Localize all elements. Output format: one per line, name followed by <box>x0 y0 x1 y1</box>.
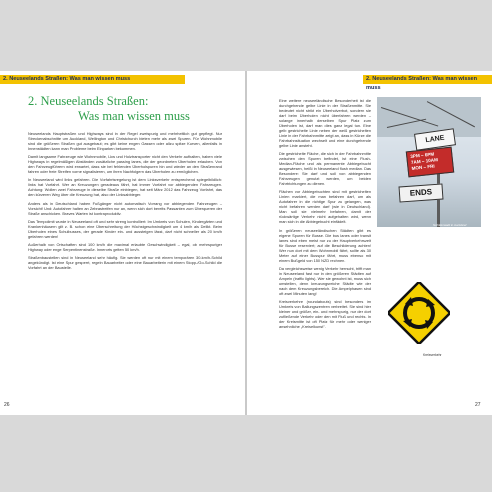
paragraph: Das Tempolimit wurde in Neuseeland oft und sehr streng kontrolliert: Im Umkreis von Schulen, Kindergärten und Krankenhäusern gilt z. B. schon eine Überschreitung der Höchstgeschwindigkeit um 4 km/h als Delikt. Beim Überholen eines Schulbusses, der gerade Kinder ein- und aussteigen lässt, darf nicht schneller als 20 km/h gefahren werden! <box>28 218 222 239</box>
running-header: 2. Neuseelands Straßen: Was man wissen muss <box>0 75 185 84</box>
left-page <box>0 71 245 415</box>
page-number: 26 <box>4 402 10 408</box>
lane-sign: LANE <box>414 128 456 150</box>
ends-sign: ENDS <box>398 183 443 202</box>
chapter-title-line-1: 2. Neuseelands Straßen: <box>28 94 149 108</box>
paragraph: Straßenbaustellen sind in Neuseeland sehr häufig. Sie werden oft nur mit einem temporären 30-km/h-Schild angekündigt. Ist eine Spur gesperrt, regeln Bauarbeiter oder eine Bauarbeiterin mit einem Stopp-/Go-Schild die Vorfahrt an der Baustelle. <box>28 255 222 271</box>
paragraph: In größeren neuseeländischen Städten gibt es eigene Spuren für Busse. Die bus lanes oder transit lanes sind eben meist nur zu der Hauptverkehrszeit für Busse reserviert; auf die Beschilderung achten! Wer nun dort mit dem Wohnmobil fährt, sollte als 30 Meter auf einer Busspur fährt, muss ebenso mit einem Bußgeld von 150 NZD rechnen. <box>279 227 371 263</box>
paragraph: Außerhalb von Ortschaften sind 100 km/h die maximal erlaubte Geschwindigkeit – egal, ob mehrspuriger Highway oder enge Serpentinenstraße. Innerorts gelten 50 km/h. <box>28 241 222 252</box>
paragraph: Anders als in Deutschland haben Fußgänger nicht automatisch Vorrang vor abbiegenden Fahrzeugen – Vorsicht! Und: Autofahrer halten an Zebrastreifen nur an, wenn sich dort bereits Passanten zum Überqueren der Straße anschicken. Braves Warten ist kontraproduktiv. <box>28 200 222 216</box>
paragraph: In Neuseeland wird links gefahren. Die Vorfahrtsregelung ist dem Linksverkehr entsprechend spiegelbildlich: links hat Vorfahrt. Wer an Kreuzungen geradeaus fährt, hat immer Vorfahrt vor abbiegenden Fahrzeugen. Achtung: Wollen zwei Fahrzeuge in dieselbe Straße einbiegen, hat seit März 2012 das Fahrzeug Vorfahrt, das den kürzeren Weg über die Kreuzung hat, also der Linksabbieger. <box>28 177 222 198</box>
left-body-text <box>28 131 222 273</box>
chapter-title <box>28 94 190 124</box>
times-sign: 3PM – 6PM 7AM – 10AM MON – FRI <box>406 147 454 178</box>
paragraph: Kreisverkehre (roundabouts) sind besonders im Umkreis von Ballungszentren verbreitet. Sie sind hier kleiner und größer, ein- und mehrspurig, nur der dort zufließende Verkehr oder den mit Fluß und rechts. In der Kreismitte ist oft Platz für mehr oder weniger ansehnliche „Kreiselkunst". <box>279 298 371 329</box>
page-number: 27 <box>475 402 481 408</box>
roundabout-sign-icon <box>388 282 450 344</box>
paragraph: Eine weitere neuseeländische Besonderheit ist die durchgehende gelbe Linie in der Straßenmitte. Sie bedeutet nicht strikt ein Überholverbot, sondern sie darf beim Überholen nicht überfahren werden – solange innerhalb derselben Spur Platz zum Überholen ist, darf man dies ganz legal tun. Eine gelb gestrichelte Linie neben der weiß gestrichelten Linie in der Fahrbahnmitte zeigt an, dass in Kürze die Fahrbahnsituation wechselt und eine durchgehende gelbe Linie ansteht. <box>279 98 371 148</box>
photo-caption: Schilderwald in Auckland <box>433 223 467 227</box>
street-sign-photo <box>377 97 481 227</box>
book-spread <box>0 71 492 415</box>
paragraph: Die gestrichelte Fläche, die sich in der Fahrbahnmitte zwischen den Spuren befindet, ist eine Flush-Median-Fläche und als permanente Abbiegebucht ausgewiesen, heißt in Neuseeland flush median. Das Besondere: Sie darf und soll von abbiegenden Fahrzeugen genutzt werden, um beiden Fahrtrichtungen zu dienen. <box>279 151 371 187</box>
roundabout-caption: Kreisverkehr <box>423 353 442 357</box>
paragraph: Damit langsame Fahrzeuge wie Wohnmobile, Lkw und Holztransporter nicht den Verkehr aufhalten, haben viele Highways in regelmäßigen Abständen zusätzliche passing lanes, die der geordneten Überholen erlauben. Von den Fahrzeugführern wird erwartet, dass sie bei fehlenden Überholspuren hin und wieder an den Straßenrand fahren oder freie Streifen vorne signalisieren, um ihren Nachfolgern das Überholen zu ermöglichen. <box>28 154 222 175</box>
running-header: 2. Neuseelands Straßen: Was man wissen muss <box>363 75 492 84</box>
paragraph: Flächen vor Abbiegebuchten sind mit gestrichelten Linien markiert, die man befahren darf, um als Autofahrer in die richtige Spur zu gelangen, was nicht befahren werden darf (wie in Deutschland). Man soll sie vielmehr befahren, damit der rückwärtige Verkehr nicht aufgehalten wird, wenn man sich in die Abbiegebucht einfädelt. <box>279 189 371 225</box>
right-page <box>247 71 492 415</box>
chapter-title-line-2: Was man wissen muss <box>78 109 190 123</box>
paragraph: Da vergleichsweise wenig Verkehr herrscht, trifft man in Neuseeland fast nur in den größeren Städten auf Ampeln (traffic lights). Wer sie gewohnt ist, muss sich umstellen, denn kreuzungsreiche Städte wie der nach dem Kreuzungsbereich. Die Ampelphasen sind oft zwei Minuten lang! <box>279 265 371 296</box>
right-body-text <box>279 98 371 332</box>
paragraph: Neuseelands Hauptstraßen und Highways sind in der Regel zweispurig und mehrheitlich gut gepflegt. Nur Streckenabschnitte um Auckland, Wellington und Christchurch bieten mehr als zwei Spuren. Für Wohnmobile sind die größeren Straßen gut ausgebaut; es gibt keine engen Gassen oder allzu spitze Kurven, allenfalls in Innenstädten kann man Probleme beim Einparken bekommen. <box>28 131 222 151</box>
